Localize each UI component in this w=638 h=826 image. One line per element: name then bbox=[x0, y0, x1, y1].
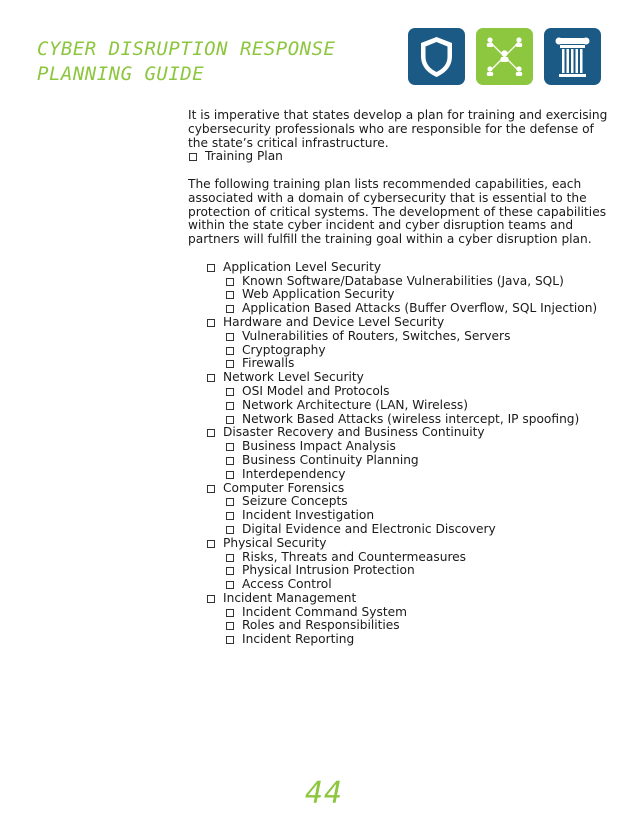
checkbox-icon[interactable] bbox=[226, 388, 234, 396]
capability-subitem-label: Business Continuity Planning bbox=[242, 452, 419, 467]
checkbox-icon[interactable] bbox=[207, 374, 215, 382]
capability-item[interactable] bbox=[206, 426, 608, 440]
capability-subitem-label: Interdependency bbox=[242, 466, 346, 481]
capability-subitem[interactable] bbox=[206, 551, 608, 565]
capability-item[interactable] bbox=[206, 482, 608, 496]
checkbox-icon[interactable] bbox=[226, 443, 234, 451]
capability-label: Hardware and Device Level Security bbox=[223, 314, 445, 329]
capability-subitem[interactable] bbox=[206, 302, 608, 316]
capability-subitem[interactable] bbox=[206, 606, 608, 620]
document-body bbox=[188, 109, 608, 647]
capability-subitem[interactable] bbox=[206, 523, 608, 537]
capability-label: Network Level Security bbox=[223, 370, 364, 385]
capability-subitem-label: OSI Model and Protocols bbox=[242, 383, 390, 398]
checkbox-icon[interactable] bbox=[207, 264, 215, 272]
capability-subitem[interactable] bbox=[206, 413, 608, 427]
capability-subitem[interactable] bbox=[206, 357, 608, 371]
capability-subitem[interactable] bbox=[206, 495, 608, 509]
capability-subitem[interactable] bbox=[206, 399, 608, 413]
checkbox-icon[interactable] bbox=[226, 609, 234, 617]
title-line-1: CYBER DISRUPTION RESPONSE bbox=[37, 38, 336, 60]
checkbox-label: Training Plan bbox=[205, 149, 283, 164]
document-title bbox=[37, 37, 335, 87]
shield-icon bbox=[408, 28, 465, 85]
page-number: 44 bbox=[305, 776, 344, 811]
capability-subitem-label: Cryptography bbox=[242, 342, 326, 357]
capability-subitem[interactable] bbox=[206, 564, 608, 578]
capability-label: Physical Security bbox=[223, 535, 327, 550]
checkbox-icon[interactable] bbox=[226, 636, 234, 644]
capability-subitem[interactable] bbox=[206, 385, 608, 399]
capabilities-list bbox=[188, 261, 608, 647]
capability-item[interactable] bbox=[206, 537, 608, 551]
network-icon bbox=[476, 28, 533, 85]
capability-subitem-label: Network Based Attacks (wireless intercept, IP spoofing) bbox=[242, 411, 580, 426]
capability-subitem-label: Incident Investigation bbox=[242, 508, 375, 523]
capability-item[interactable] bbox=[206, 316, 608, 330]
checkbox-icon[interactable] bbox=[226, 554, 234, 562]
pillar-icon bbox=[544, 28, 601, 85]
capability-subitem-label: Incident Command System bbox=[242, 604, 407, 619]
capability-subitem[interactable] bbox=[206, 288, 608, 302]
capability-subitem-label: Network Architecture (LAN, Wireless) bbox=[242, 397, 469, 412]
capability-item[interactable] bbox=[206, 261, 608, 275]
capability-subitem[interactable] bbox=[206, 578, 608, 592]
checkbox-icon[interactable] bbox=[226, 457, 234, 465]
checkbox-icon[interactable] bbox=[226, 622, 234, 630]
checkbox-icon[interactable] bbox=[226, 291, 234, 299]
capability-subitem[interactable] bbox=[206, 275, 608, 289]
capability-subitem[interactable] bbox=[206, 633, 608, 647]
checkbox-icon[interactable] bbox=[226, 498, 234, 506]
plan-paragraph: The following training plan lists recommended capabilities, each associated with a domain of cybersecurity that is essential to the protection of critical systems. The development of these capabilities within the state cyber incident and cyber disruption teams and partners will fulfill the training goal within a cyber disruption plan. bbox=[188, 176, 607, 247]
capability-subitem-label: Access Control bbox=[242, 577, 332, 592]
capability-subitem-label: Web Application Security bbox=[242, 287, 395, 302]
checkbox-icon[interactable] bbox=[226, 471, 234, 479]
capability-subitem-label: Physical Intrusion Protection bbox=[242, 563, 415, 578]
capability-subitem-label: Roles and Responsibilities bbox=[242, 618, 400, 633]
checkbox-icon[interactable] bbox=[226, 347, 234, 355]
title-line-2: PLANNING GUIDE bbox=[37, 63, 205, 85]
capability-subitem[interactable] bbox=[206, 440, 608, 454]
capability-subitem-label: Digital Evidence and Electronic Discovery bbox=[242, 521, 496, 536]
capability-subitem[interactable] bbox=[206, 619, 608, 633]
capability-label: Incident Management bbox=[223, 590, 357, 605]
checkbox-icon[interactable] bbox=[207, 485, 215, 493]
checkbox-icon[interactable] bbox=[226, 567, 234, 575]
capability-label: Computer Forensics bbox=[223, 480, 345, 495]
capability-subitem[interactable] bbox=[206, 454, 608, 468]
capability-subitem-label: Seizure Concepts bbox=[242, 494, 348, 509]
capability-item[interactable] bbox=[206, 371, 608, 385]
capability-subitem[interactable] bbox=[206, 468, 608, 482]
capability-subitem-label: Application Based Attacks (Buffer Overflow, SQL Injection) bbox=[242, 301, 598, 316]
checkbox-icon[interactable] bbox=[226, 360, 234, 368]
intro-paragraph: It is imperative that states develop a plan for training and exercising cybersecurity professionals who are responsible for the defense of the state’s critical infrastructure. bbox=[188, 108, 608, 150]
capability-label: Application Level Security bbox=[223, 259, 382, 274]
checkbox-icon[interactable] bbox=[226, 402, 234, 410]
capability-subitem-label: Risks, Threats and Countermeasures bbox=[242, 549, 467, 564]
capability-subitem[interactable] bbox=[206, 509, 608, 523]
checkbox-icon[interactable] bbox=[226, 526, 234, 534]
checkbox-icon[interactable] bbox=[207, 429, 215, 437]
training-plan-checkbox-item[interactable] bbox=[188, 150, 608, 164]
checkbox-icon[interactable] bbox=[226, 333, 234, 341]
checkbox-icon[interactable] bbox=[226, 305, 234, 313]
checkbox-icon[interactable] bbox=[226, 278, 234, 286]
capability-subitem-label: Incident Reporting bbox=[242, 632, 355, 647]
capability-item[interactable] bbox=[206, 592, 608, 606]
capability-subitem-label: Business Impact Analysis bbox=[242, 439, 396, 454]
checkbox-icon[interactable] bbox=[226, 416, 234, 424]
capability-subitem-label: Firewalls bbox=[242, 356, 295, 371]
checkbox-icon[interactable] bbox=[189, 153, 197, 161]
capability-label: Disaster Recovery and Business Continuity bbox=[223, 425, 485, 440]
capability-subitem[interactable] bbox=[206, 344, 608, 358]
capability-subitem[interactable] bbox=[206, 330, 608, 344]
capability-subitem-label: Known Software/Database Vulnerabilities (Java, SQL) bbox=[242, 273, 564, 288]
checkbox-icon[interactable] bbox=[207, 319, 215, 327]
checkbox-icon[interactable] bbox=[226, 512, 234, 520]
capability-subitem-label: Vulnerabilities of Routers, Switches, Servers bbox=[242, 328, 511, 343]
checkbox-icon[interactable] bbox=[207, 595, 215, 603]
checkbox-icon[interactable] bbox=[226, 581, 234, 589]
checkbox-icon[interactable] bbox=[207, 540, 215, 548]
